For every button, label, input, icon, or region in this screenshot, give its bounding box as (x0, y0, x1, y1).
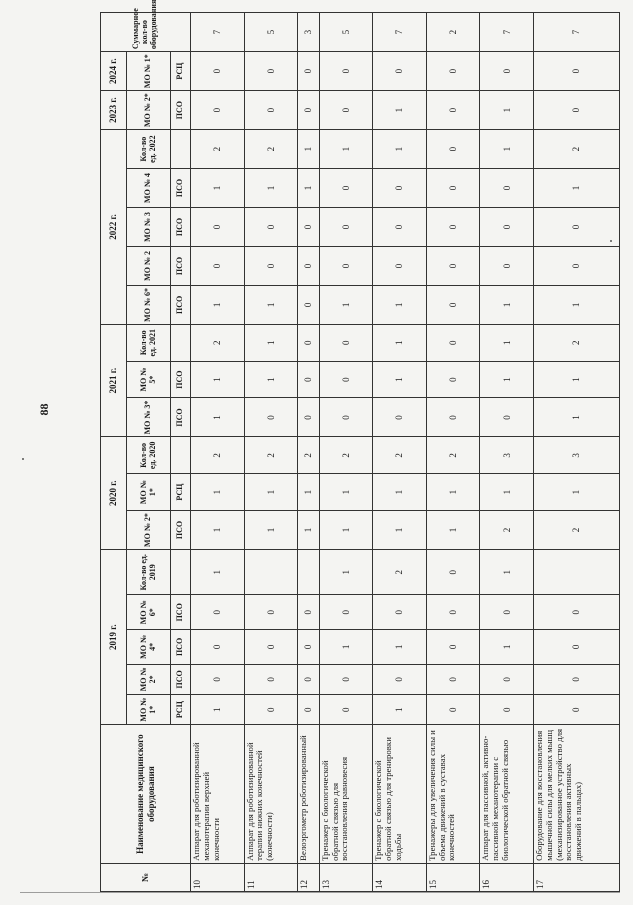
quantity-cell: 1 (244, 169, 298, 208)
quantity-cell: 0 (426, 169, 480, 208)
rotated-table-container (100, 0, 620, 892)
quantity-cell: 1 (533, 398, 619, 437)
facility-header-2022-2: МО № 3 (127, 208, 171, 247)
facility-header-2020-2: Кол-во ед. 2020 (127, 437, 171, 474)
quantity-cell: 1 (373, 474, 427, 511)
total-cell: 7 (191, 13, 245, 52)
total-cell: 5 (244, 13, 298, 52)
facility-header-2019-1: МО № 2* (127, 664, 171, 694)
table-row (298, 13, 320, 892)
quantity-cell: 0 (480, 208, 534, 247)
quantity-cell: 0 (426, 208, 480, 247)
equipment-name: Тренажеры для увеличения силы и объема движений в суставах конечностей (426, 725, 480, 864)
quantity-cell: 0 (480, 169, 534, 208)
quantity-cell: 0 (319, 595, 373, 630)
quantity-cell (533, 550, 619, 595)
row-number: 16 (480, 863, 534, 891)
quantity-cell: 1 (191, 511, 245, 550)
quantity-cell: 0 (373, 664, 427, 694)
quantity-cell: 0 (298, 324, 320, 361)
quantity-cell: 0 (319, 398, 373, 437)
quantity-cell: 1 (191, 398, 245, 437)
row-number: 14 (373, 863, 427, 891)
type-header-2024-0: РСЦ (171, 52, 191, 91)
quantity-cell: 1 (426, 474, 480, 511)
quantity-cell: 0 (319, 91, 373, 130)
type-header-2019-2: ПСО (171, 630, 191, 665)
col-num-header: № (101, 863, 191, 891)
quantity-cell: 2 (373, 437, 427, 474)
quantity-cell: 0 (426, 695, 480, 725)
quantity-cell: 0 (373, 208, 427, 247)
equipment-name: Тренажер с биологической обратной связью для восстановления равновесия (319, 725, 373, 864)
quantity-cell: 0 (244, 630, 298, 665)
quantity-cell: 1 (191, 695, 245, 725)
equipment-table (100, 0, 620, 892)
facility-header-2019-3: МО № 6* (127, 595, 171, 630)
header-row-years (101, 13, 127, 892)
facility-header-2022-3: МО № 4 (127, 169, 171, 208)
facility-header-2022-0: МО № 6* (127, 285, 171, 324)
quantity-cell: 0 (298, 52, 320, 91)
table-row (480, 13, 534, 892)
quantity-cell: 0 (426, 52, 480, 91)
quantity-cell: 0 (426, 550, 480, 595)
type-header-2021-1: ПСО (171, 361, 191, 398)
quantity-cell: 0 (319, 664, 373, 694)
type-header-2019-3: ПСО (171, 595, 191, 630)
quantity-cell: 0 (533, 52, 619, 91)
facility-header-2021-2: Кол-во ед. 2021 (127, 324, 171, 361)
quantity-cell: 0 (298, 398, 320, 437)
equipment-name: Аппарат для пассивной, активно-пассивной механотерапии с биологической обратной связью (480, 725, 534, 864)
quantity-cell: 0 (244, 91, 298, 130)
quantity-cell: 2 (298, 437, 320, 474)
total-cell: 5 (319, 13, 373, 52)
quantity-cell: 0 (298, 630, 320, 665)
year-2021-header: 2021 г. (101, 324, 127, 437)
facility-header-2022-4: Кол-во ед. 2022 (127, 130, 171, 169)
type-header-2022-2: ПСО (171, 208, 191, 247)
year-2022-header: 2022 г. (101, 130, 127, 325)
quantity-cell: 0 (191, 91, 245, 130)
scan-edge-line (20, 892, 620, 893)
quantity-cell: 1 (244, 511, 298, 550)
col-name-header: Наименование медицинского оборудования (101, 725, 191, 864)
quantity-cell: 0 (319, 324, 373, 361)
table-body (191, 13, 620, 892)
quantity-cell: 1 (480, 130, 534, 169)
year-2024-header: 2024 г. (101, 52, 127, 91)
total-header: Суммарное кол-во оборудования (101, 13, 191, 52)
year-2019-header: 2019 г. (101, 550, 127, 725)
quantity-cell: 1 (244, 324, 298, 361)
quantity-cell: 2 (191, 324, 245, 361)
quantity-cell: 1 (244, 361, 298, 398)
quantity-cell: 1 (373, 91, 427, 130)
quantity-cell: 0 (373, 52, 427, 91)
quantity-cell: 0 (533, 695, 619, 725)
facility-header-2022-1: МО № 2 (127, 246, 171, 285)
quantity-cell: 0 (298, 285, 320, 324)
quantity-cell: 0 (480, 664, 534, 694)
facility-header-2019-2: МО № 4* (127, 630, 171, 665)
quantity-cell: 1 (298, 474, 320, 511)
equipment-name: Велоэргометр роботизированный (298, 725, 320, 864)
quantity-cell: 0 (480, 398, 534, 437)
equipment-name: Аппарат для роботизированной терапии нижних конечностей (конечности) (244, 725, 298, 864)
quantity-cell: 0 (244, 595, 298, 630)
equipment-name: Аппарат для роботизированной механотерапии верхней конечности (191, 725, 245, 864)
quantity-cell: 1 (480, 361, 534, 398)
quantity-cell: 0 (298, 361, 320, 398)
quantity-cell: 3 (533, 437, 619, 474)
facility-header-2021-1: МО № 5* (127, 361, 171, 398)
total-cell: 3 (298, 13, 320, 52)
quantity-cell: 1 (319, 474, 373, 511)
type-header-2019-4 (171, 550, 191, 595)
quantity-cell: 0 (298, 664, 320, 694)
facility-header-2020-1: МО № 1* (127, 474, 171, 511)
type-header-2019-1: ПСО (171, 664, 191, 694)
quantity-cell: 0 (426, 664, 480, 694)
quantity-cell: 1 (319, 285, 373, 324)
type-header-2022-4 (171, 130, 191, 169)
facility-header-2019-0: МО № 1* (127, 695, 171, 725)
quantity-cell: 1 (191, 550, 245, 595)
total-cell: 7 (373, 13, 427, 52)
quantity-cell: 2 (191, 130, 245, 169)
quantity-cell: 1 (319, 630, 373, 665)
quantity-cell: 1 (244, 285, 298, 324)
quantity-cell: 0 (319, 695, 373, 725)
quantity-cell: 0 (298, 208, 320, 247)
quantity-cell: 0 (191, 208, 245, 247)
quantity-cell: 1 (319, 511, 373, 550)
quantity-cell: 2 (533, 324, 619, 361)
quantity-cell: 1 (533, 361, 619, 398)
row-number: 10 (191, 863, 245, 891)
quantity-cell: 0 (426, 361, 480, 398)
quantity-cell: 0 (244, 52, 298, 91)
quantity-cell: 0 (319, 52, 373, 91)
type-header-2021-0: ПСО (171, 398, 191, 437)
quantity-cell: 0 (319, 361, 373, 398)
quantity-cell: 0 (298, 91, 320, 130)
quantity-cell: 0 (426, 630, 480, 665)
quantity-cell: 0 (319, 169, 373, 208)
quantity-cell: 0 (244, 208, 298, 247)
quantity-cell: 0 (533, 630, 619, 665)
quantity-cell: 0 (298, 246, 320, 285)
quantity-cell: 0 (533, 664, 619, 694)
quantity-cell: 0 (426, 130, 480, 169)
table-row (244, 13, 298, 892)
quantity-cell: 1 (480, 630, 534, 665)
quantity-cell: 1 (373, 511, 427, 550)
table-row (191, 13, 245, 892)
type-header-2022-0: ПСО (171, 285, 191, 324)
quantity-cell: 0 (426, 285, 480, 324)
quantity-cell: 1 (533, 169, 619, 208)
quantity-cell: 0 (426, 246, 480, 285)
quantity-cell: 0 (244, 246, 298, 285)
quantity-cell: 2 (373, 550, 427, 595)
quantity-cell: 1 (426, 511, 480, 550)
type-header-2020-2 (171, 437, 191, 474)
quantity-cell: 0 (426, 398, 480, 437)
quantity-cell: 1 (373, 130, 427, 169)
quantity-cell: 1 (480, 324, 534, 361)
quantity-cell: 0 (426, 595, 480, 630)
table-row (426, 13, 480, 892)
quantity-cell: 1 (298, 511, 320, 550)
page-number: 88 (37, 403, 51, 416)
row-number: 13 (319, 863, 373, 891)
quantity-cell: 0 (298, 595, 320, 630)
quantity-cell: 2 (533, 130, 619, 169)
quantity-cell: 1 (191, 169, 245, 208)
quantity-cell: 2 (480, 511, 534, 550)
type-header-2022-3: ПСО (171, 169, 191, 208)
quantity-cell: 0 (191, 664, 245, 694)
quantity-cell: 0 (533, 595, 619, 630)
quantity-cell: 0 (480, 695, 534, 725)
quantity-cell: 0 (244, 398, 298, 437)
quantity-cell: 1 (191, 361, 245, 398)
facility-header-2021-0: МО № 3* (127, 398, 171, 437)
type-header-2021-2 (171, 324, 191, 361)
quantity-cell: 2 (319, 437, 373, 474)
quantity-cell: 1 (373, 324, 427, 361)
row-number: 11 (244, 863, 298, 891)
facility-header-2020-0: МО № 2* (127, 511, 171, 550)
quantity-cell: 0 (373, 398, 427, 437)
quantity-cell: 1 (298, 130, 320, 169)
quantity-cell: 0 (319, 208, 373, 247)
total-cell: 7 (533, 13, 619, 52)
year-2023-header: 2023 г. (101, 91, 127, 130)
row-number: 12 (298, 863, 320, 891)
quantity-cell: 0 (480, 52, 534, 91)
quantity-cell: 0 (426, 91, 480, 130)
scan-speck (610, 240, 612, 242)
equipment-name: Оборудование для восстановления мышечной силы для мелких мышц (механизированное устройство для восстановления активных движений в пальцах) (533, 725, 619, 864)
quantity-cell: 0 (533, 208, 619, 247)
table-row (533, 13, 619, 892)
quantity-cell: 0 (319, 246, 373, 285)
quantity-cell: 0 (480, 246, 534, 285)
type-header-2020-1: РСЦ (171, 474, 191, 511)
quantity-cell: 1 (298, 169, 320, 208)
row-number: 15 (426, 863, 480, 891)
quantity-cell (244, 550, 298, 595)
quantity-cell: 0 (298, 695, 320, 725)
quantity-cell: 0 (480, 595, 534, 630)
table-row (373, 13, 427, 892)
quantity-cell: 0 (533, 91, 619, 130)
quantity-cell: 0 (373, 246, 427, 285)
table-row (319, 13, 373, 892)
equipment-name: Тренажер с биологической обратной связью для тренировки ходьбы (373, 725, 427, 864)
quantity-cell (298, 550, 320, 595)
quantity-cell: 0 (244, 664, 298, 694)
year-2020-header: 2020 г. (101, 437, 127, 550)
quantity-cell: 0 (191, 52, 245, 91)
quantity-cell: 0 (426, 324, 480, 361)
quantity-cell: 0 (533, 246, 619, 285)
quantity-cell: 1 (191, 285, 245, 324)
quantity-cell: 1 (533, 285, 619, 324)
type-header-2020-0: ПСО (171, 511, 191, 550)
total-cell: 7 (480, 13, 534, 52)
quantity-cell: 1 (480, 91, 534, 130)
quantity-cell: 2 (191, 437, 245, 474)
facility-header-2019-4: Кол-во ед. 2019 (127, 550, 171, 595)
quantity-cell: 1 (244, 474, 298, 511)
type-header-2023-0: ПСО (171, 91, 191, 130)
type-header-2022-1: ПСО (171, 246, 191, 285)
quantity-cell: 2 (426, 437, 480, 474)
quantity-cell: 1 (373, 361, 427, 398)
quantity-cell: 0 (191, 246, 245, 285)
quantity-cell: 0 (244, 695, 298, 725)
quantity-cell: 3 (480, 437, 534, 474)
facility-header-2024-0: МО № 1* (127, 52, 171, 91)
quantity-cell: 1 (480, 550, 534, 595)
quantity-cell: 0 (373, 169, 427, 208)
quantity-cell: 2 (244, 437, 298, 474)
quantity-cell: 1 (373, 695, 427, 725)
facility-header-2023-0: МО № 2* (127, 91, 171, 130)
quantity-cell: 1 (533, 474, 619, 511)
quantity-cell: 1 (191, 474, 245, 511)
quantity-cell: 0 (373, 595, 427, 630)
quantity-cell: 1 (319, 550, 373, 595)
quantity-cell: 1 (480, 474, 534, 511)
quantity-cell: 1 (373, 285, 427, 324)
scan-speck (22, 458, 24, 460)
total-cell: 2 (426, 13, 480, 52)
quantity-cell: 0 (191, 595, 245, 630)
quantity-cell: 0 (191, 630, 245, 665)
row-number: 17 (533, 863, 619, 891)
quantity-cell: 1 (373, 630, 427, 665)
quantity-cell: 1 (480, 285, 534, 324)
quantity-cell: 2 (244, 130, 298, 169)
type-header-2019-0: РСЦ (171, 695, 191, 725)
quantity-cell: 2 (533, 511, 619, 550)
quantity-cell: 1 (319, 130, 373, 169)
